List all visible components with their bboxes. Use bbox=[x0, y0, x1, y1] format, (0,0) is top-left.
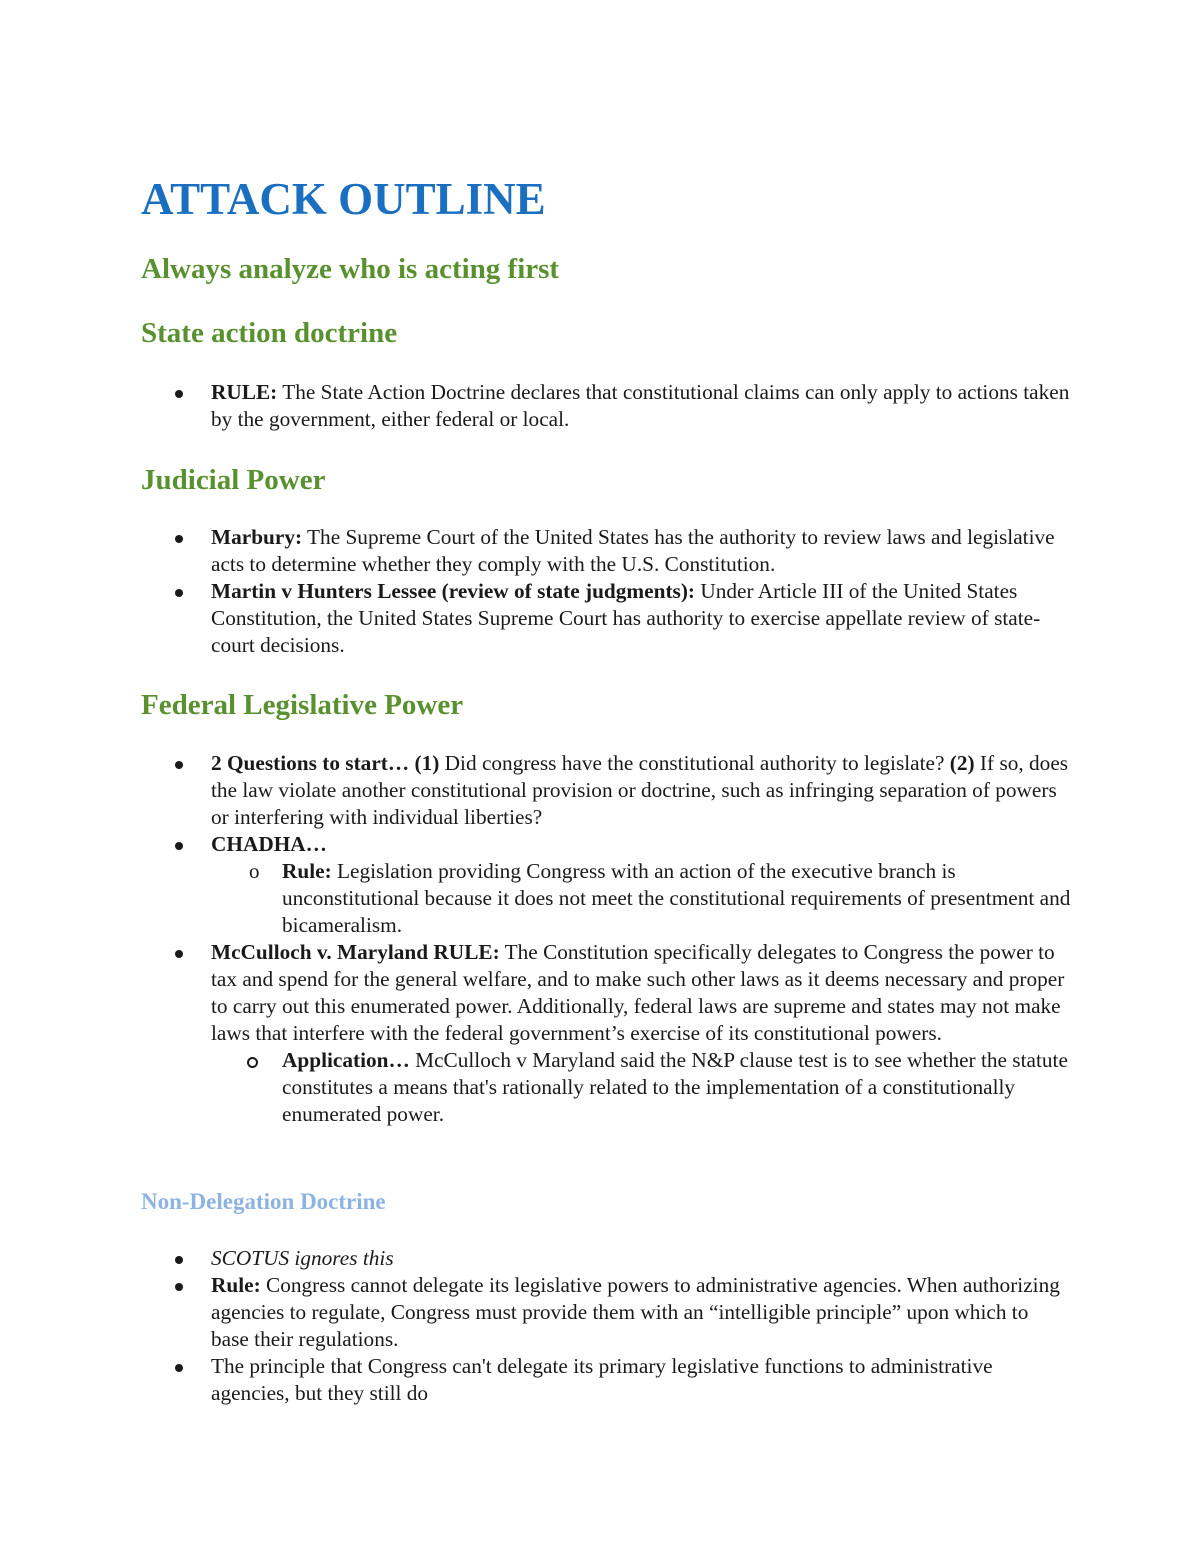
principle-text: The principle that Congress can't delegate its primary legislative functions to administrative agencies, but they still do bbox=[211, 1354, 993, 1405]
list-item bbox=[0, 578, 1071, 659]
chadha-rule-label: Rule: bbox=[282, 859, 332, 883]
list-item bbox=[0, 1272, 1071, 1353]
heading-non-delegation: Non-Delegation Doctrine bbox=[141, 1189, 386, 1214]
scotus-ignores-text: SCOTUS ignores this bbox=[211, 1246, 394, 1270]
martin-label: Martin v Hunters Lessee (review of state judgments): bbox=[211, 579, 696, 603]
list-item bbox=[0, 1245, 1071, 1272]
nondelegation-rule-text: Congress cannot delegate its legislative powers to administrative agencies. When authorizing agencies to regulate, Congress must provide them with an “intelligible principle” upon which to base their regulations. bbox=[211, 1273, 1060, 1351]
sublist-item bbox=[0, 1047, 1071, 1128]
bullet-icon bbox=[175, 1256, 183, 1264]
bullet-icon bbox=[175, 950, 183, 958]
martin-text: Under Article III of the United States Constitution, the United States Supreme Court has authority to exercise appellate review of state-court decisions. bbox=[211, 579, 1041, 657]
chadha-label: CHADHA… bbox=[211, 832, 327, 856]
list-item bbox=[0, 524, 1071, 578]
marbury-label: Marbury: bbox=[211, 525, 303, 549]
list-item bbox=[0, 379, 1071, 433]
question-1-text: Did congress have the constitutional authority to legislate? bbox=[439, 751, 950, 775]
questions-label: 2 Questions to start… bbox=[211, 751, 410, 775]
question-2-number: (2) bbox=[949, 751, 975, 775]
nondelegation-rule-label: Rule: bbox=[211, 1273, 261, 1297]
mcculloch-label: McCulloch v. Maryland RULE: bbox=[211, 940, 500, 964]
question-1-number: (1) bbox=[414, 751, 440, 775]
rule-label: RULE: bbox=[211, 380, 278, 404]
bullet-icon bbox=[175, 761, 183, 769]
list-item bbox=[0, 831, 1071, 939]
judicial-power-list bbox=[0, 524, 1200, 659]
non-delegation-list bbox=[0, 1245, 1200, 1407]
bullet-icon bbox=[175, 842, 183, 850]
bullet-icon bbox=[175, 390, 183, 398]
application-text: McCulloch v Maryland said the N&P clause test is to see whether the statute constitutes a means that's rationally related to the implementation of a constitutionally enumerated power. bbox=[282, 1048, 1068, 1126]
application-label: Application… bbox=[282, 1048, 410, 1072]
chadha-sublist bbox=[211, 858, 1071, 939]
rule-text: The State Action Doctrine declares that constitutional claims can only apply to actions taken by the government, either federal or local. bbox=[211, 380, 1070, 431]
heading-always-analyze: Always analyze who is acting first bbox=[141, 253, 560, 285]
heading-judicial-power: Judicial Power bbox=[141, 464, 326, 496]
page-title: ATTACK OUTLINE bbox=[141, 174, 546, 224]
bullet-icon bbox=[175, 1283, 183, 1291]
heading-federal-legislative: Federal Legislative Power bbox=[141, 689, 464, 721]
list-item bbox=[0, 939, 1071, 1128]
chadha-rule-text: Legislation providing Congress with an action of the executive branch is unconstitutional because it does not meet the constitutional requirements of presentment and bicameralism. bbox=[282, 859, 1071, 937]
bullet-icon bbox=[175, 1364, 183, 1372]
mcculloch-sublist bbox=[211, 1047, 1071, 1128]
list-item bbox=[0, 1353, 1071, 1407]
question-2-text: If so, does the law violate another constitutional provision or doctrine, such as infringing separation of powers or interfering with individual liberties? bbox=[211, 751, 1069, 829]
list-item bbox=[0, 750, 1071, 831]
bullet-icon bbox=[175, 589, 183, 597]
sublist-item bbox=[0, 858, 1071, 939]
marbury-text: The Supreme Court of the United States has the authority to review laws and legislative acts to determine whether they comply with the U.S. Constitution. bbox=[211, 525, 1055, 576]
bullet-icon bbox=[175, 535, 183, 543]
mcculloch-text: The Constitution specifically delegates to Congress the power to tax and spend for the general welfare, and to make such other laws as it deems necessary and proper to carry out this enumerated power. Additionally, federal laws are supreme and states may not make laws that interfere with the federal government’s exercise of its constitutional powers. bbox=[211, 940, 1065, 1045]
state-action-list bbox=[0, 379, 1200, 433]
heading-state-action: State action doctrine bbox=[141, 317, 398, 349]
federal-legislative-list bbox=[0, 750, 1200, 1128]
hollow-bullet-icon bbox=[247, 1057, 258, 1068]
hollow-bullet-icon: o bbox=[249, 859, 260, 883]
